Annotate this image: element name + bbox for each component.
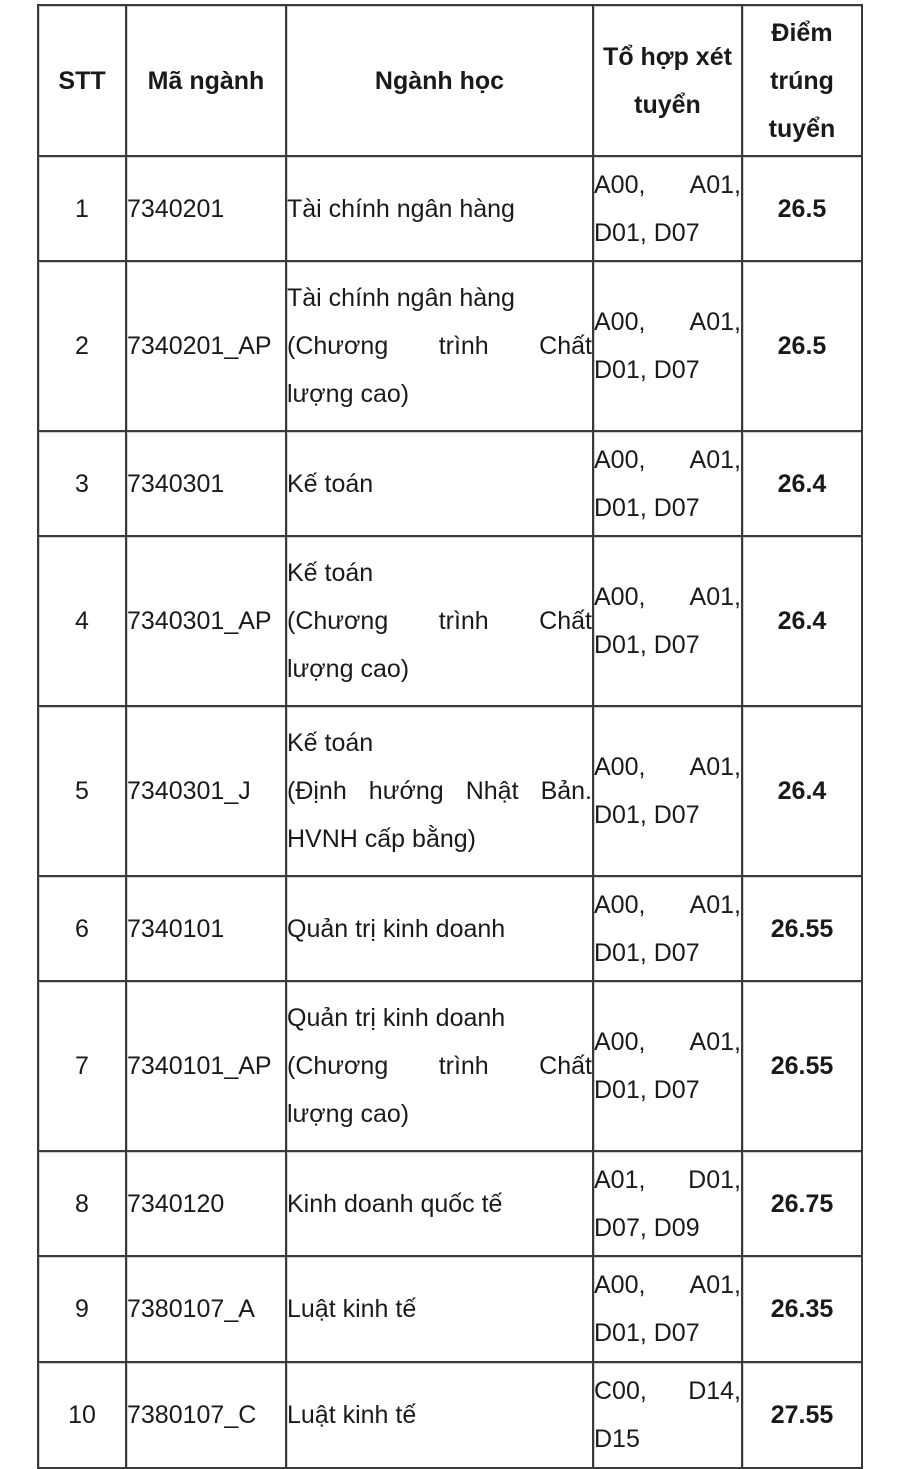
cell-cutoff-score: 27.55 — [741, 1361, 863, 1469]
cell-major-name — [285, 430, 592, 535]
header-combo-line: tuyển — [634, 90, 701, 119]
subject-combo-line: D01, D07 — [594, 938, 700, 967]
cell-major-code: 7340201_AP — [125, 260, 285, 430]
cell-stt: 9 — [37, 1255, 125, 1361]
cell-cutoff-score: 26.4 — [741, 705, 863, 875]
cell-major-code: 7340101_AP — [125, 980, 285, 1150]
table-row — [37, 705, 863, 875]
table-row — [37, 430, 863, 535]
cell-major-name — [285, 1150, 592, 1255]
table-row — [37, 1255, 863, 1361]
cell-cutoff-score: 26.4 — [741, 535, 863, 705]
major-name-line: lượng cao) — [287, 380, 410, 408]
header-combo — [592, 4, 741, 155]
major-name-line: (Chương trình Chất — [287, 1052, 592, 1080]
cell-stt: 2 — [37, 260, 125, 430]
cell-major-name — [285, 1255, 592, 1361]
cell-major-code: 7380107_A — [125, 1255, 285, 1361]
cell-subject-combo — [592, 1150, 741, 1255]
header-major: Ngành học — [285, 4, 592, 155]
cell-stt: 10 — [37, 1361, 125, 1469]
cell-major-name — [285, 875, 592, 980]
cell-subject-combo — [592, 705, 741, 875]
cell-stt: 8 — [37, 1150, 125, 1255]
major-name-line: Tài chính ngân hàng — [287, 194, 515, 223]
header-combo-line: Tổ hợp xét — [603, 42, 732, 71]
cell-major-name — [285, 705, 592, 875]
header-code: Mã ngành — [125, 4, 285, 155]
subject-combo-line: A00, A01, — [594, 1028, 741, 1056]
table-row — [37, 260, 863, 430]
cell-major-name — [285, 535, 592, 705]
subject-combo-line: A00, A01, — [594, 1271, 741, 1299]
cell-stt: 7 — [37, 980, 125, 1150]
cell-subject-combo — [592, 260, 741, 430]
cell-stt: 5 — [37, 705, 125, 875]
major-name-line: Kế toán — [287, 729, 374, 757]
table-row — [37, 875, 863, 980]
major-name-line: Kinh doanh quốc tế — [287, 1189, 503, 1218]
cell-cutoff-score: 26.75 — [741, 1150, 863, 1255]
major-name-line: Tài chính ngân hàng — [287, 284, 515, 312]
cell-cutoff-score: 26.4 — [741, 430, 863, 535]
subject-combo-line: D07, D09 — [594, 1213, 700, 1242]
major-name-line: Quản trị kinh doanh — [287, 914, 506, 943]
major-name-line: lượng cao) — [287, 655, 410, 683]
cell-major-name — [285, 155, 592, 260]
cell-stt: 3 — [37, 430, 125, 535]
cell-cutoff-score: 26.55 — [741, 875, 863, 980]
header-score-line: tuyển — [768, 114, 836, 143]
subject-combo-line: D01, D07 — [594, 356, 700, 384]
major-name-line: Quản trị kinh doanh — [287, 1004, 506, 1032]
subject-combo-line: D01, D07 — [594, 1076, 700, 1104]
table-row — [37, 1150, 863, 1255]
cell-stt: 1 — [37, 155, 125, 260]
major-name-line: (Chương trình Chất — [287, 332, 592, 360]
major-name-line: (Chương trình Chất — [287, 607, 592, 635]
table-row — [37, 535, 863, 705]
subject-combo-line: D01, D07 — [594, 631, 700, 659]
cell-major-name — [285, 980, 592, 1150]
header-stt: STT — [37, 4, 125, 155]
cell-subject-combo — [592, 535, 741, 705]
cell-major-code: 7380107_C — [125, 1361, 285, 1469]
table-row — [37, 155, 863, 260]
major-name-line: HVNH cấp bằng) — [287, 825, 476, 853]
cell-subject-combo — [592, 430, 741, 535]
subject-combo-line: A00, A01, — [594, 890, 741, 919]
cell-subject-combo — [592, 1361, 741, 1469]
cell-subject-combo — [592, 1255, 741, 1361]
table-row — [37, 980, 863, 1150]
header-score-line: Điểm — [771, 18, 833, 47]
cell-subject-combo — [592, 980, 741, 1150]
cell-subject-combo — [592, 875, 741, 980]
cell-cutoff-score: 26.35 — [741, 1255, 863, 1361]
subject-combo-line: D01, D07 — [594, 493, 700, 522]
subject-combo-line: A00, A01, — [594, 583, 741, 611]
subject-combo-line: D01, D07 — [594, 218, 700, 247]
header-row — [37, 4, 863, 155]
subject-combo-line: A00, A01, — [594, 445, 741, 474]
cell-major-code: 7340120 — [125, 1150, 285, 1255]
cell-cutoff-score: 26.55 — [741, 980, 863, 1150]
cell-major-code: 7340201 — [125, 155, 285, 260]
cell-major-code: 7340301_AP — [125, 535, 285, 705]
cell-major-code: 7340301 — [125, 430, 285, 535]
major-name-line: Luật kinh tế — [287, 1401, 417, 1429]
table-body — [37, 155, 863, 1469]
cell-cutoff-score: 26.5 — [741, 260, 863, 430]
header-score-line: trúng — [770, 66, 834, 95]
header-score — [741, 4, 863, 155]
cell-major-code: 7340101 — [125, 875, 285, 980]
cell-stt: 4 — [37, 535, 125, 705]
cell-stt: 6 — [37, 875, 125, 980]
major-name-line: lượng cao) — [287, 1100, 410, 1128]
subject-combo-line: D01, D07 — [594, 801, 700, 829]
subject-combo-line: A01, D01, — [594, 1165, 741, 1194]
cell-major-name — [285, 1361, 592, 1469]
cell-subject-combo — [592, 155, 741, 260]
cell-major-name — [285, 260, 592, 430]
cell-major-code: 7340301_J — [125, 705, 285, 875]
subject-combo-line: A00, A01, — [594, 170, 741, 199]
subject-combo-line: D01, D07 — [594, 1319, 700, 1347]
cell-cutoff-score: 26.5 — [741, 155, 863, 260]
subject-combo-line: A00, A01, — [594, 308, 741, 336]
major-name-line: (Định hướng Nhật Bản. — [287, 777, 592, 805]
table-row — [37, 1361, 863, 1469]
major-name-line: Kế toán — [287, 469, 374, 498]
major-name-line: Luật kinh tế — [287, 1295, 417, 1323]
subject-combo-line: D15 — [594, 1425, 640, 1453]
subject-combo-line: C00, D14, — [594, 1377, 741, 1405]
subject-combo-line: A00, A01, — [594, 753, 741, 781]
admission-scores-table — [37, 4, 863, 1469]
major-name-line: Kế toán — [287, 559, 374, 587]
